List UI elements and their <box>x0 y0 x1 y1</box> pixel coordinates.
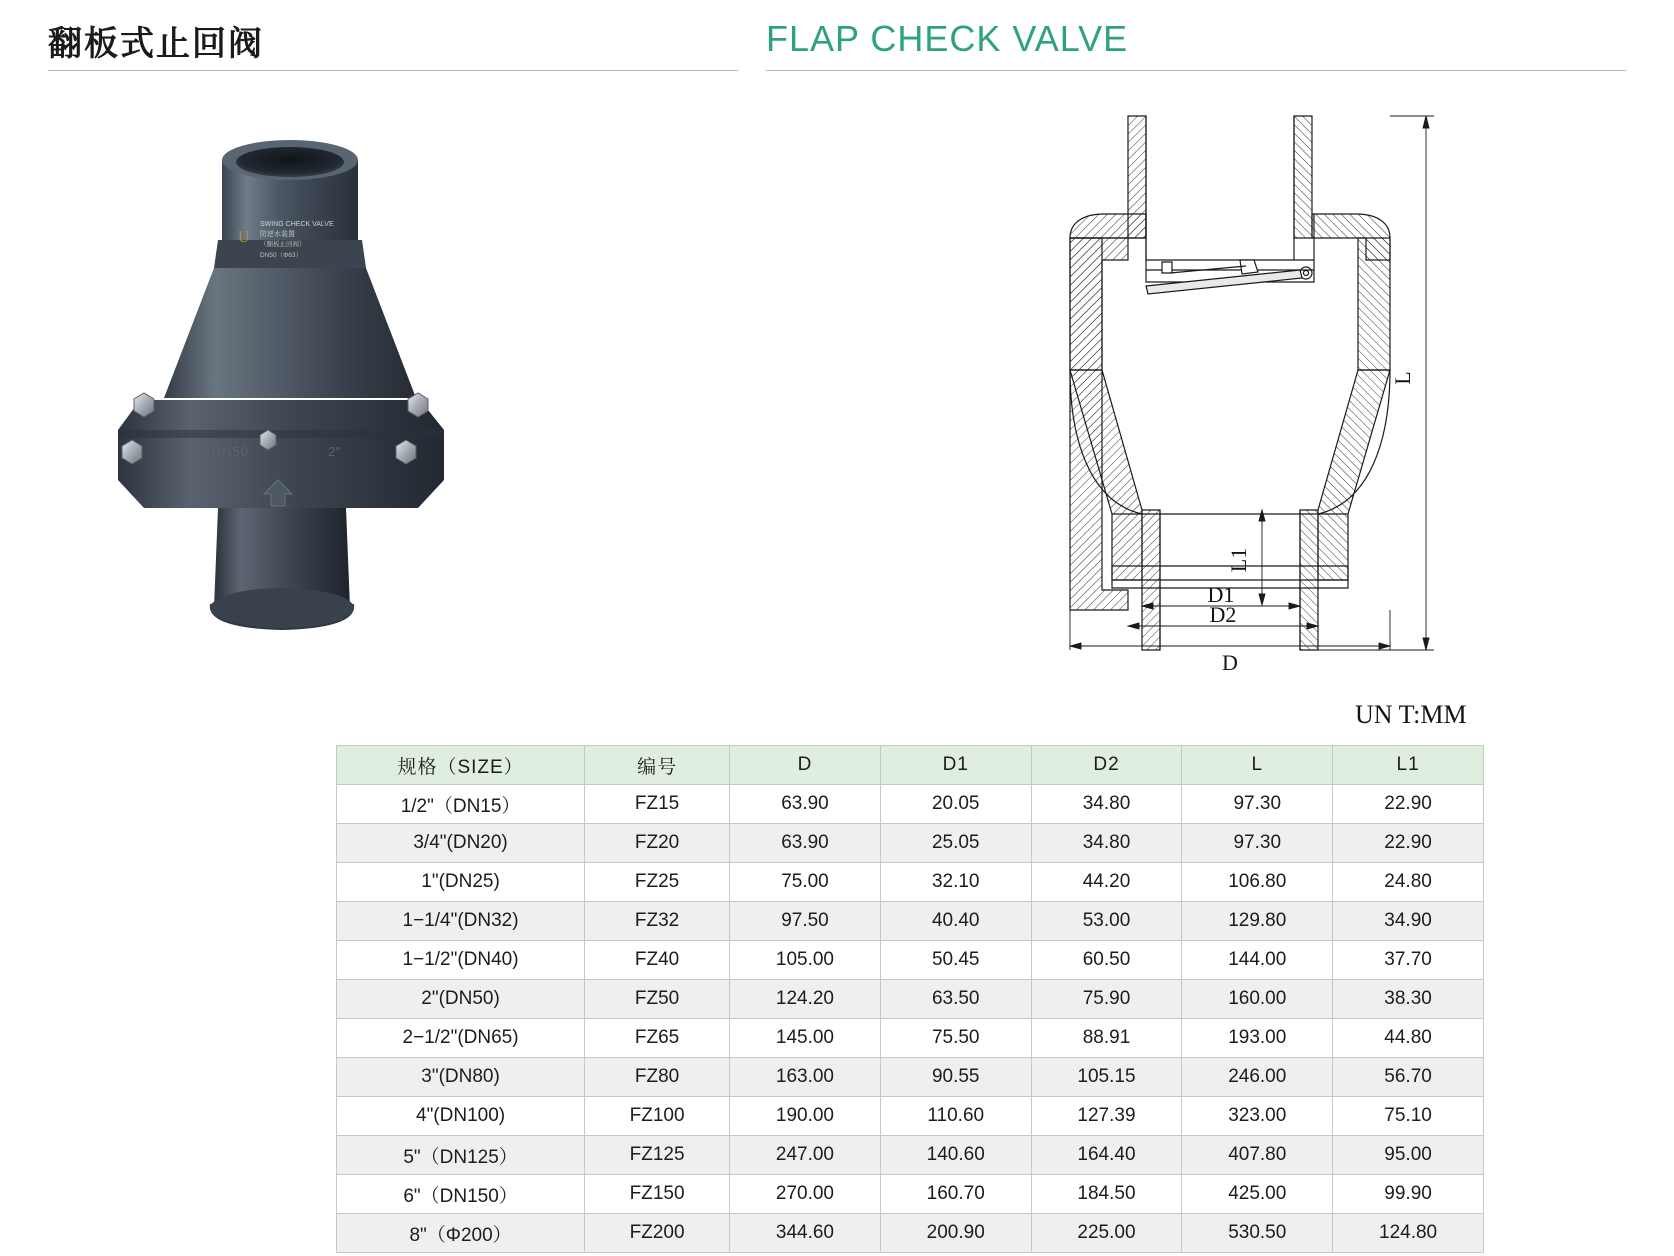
product-photo <box>100 108 660 648</box>
table-cell: FZ200 <box>585 1214 730 1253</box>
spec-table <box>336 745 1484 1253</box>
svg-text:2": 2" <box>328 444 340 459</box>
table-cell: 3/4"(DN20) <box>337 824 585 863</box>
page-title-cn: 翻板式止回阀 <box>48 25 264 63</box>
table-cell: 75.10 <box>1333 1097 1484 1136</box>
table-cell: 97.30 <box>1182 824 1333 863</box>
table-cell: 44.80 <box>1333 1019 1484 1058</box>
table-cell: 63.90 <box>730 785 881 824</box>
table-cell: 53.00 <box>1031 902 1182 941</box>
table-cell: 425.00 <box>1182 1175 1333 1214</box>
table-cell: 75.50 <box>880 1019 1031 1058</box>
table-cell: 129.80 <box>1182 902 1333 941</box>
table-row <box>337 785 1484 824</box>
table-cell: 8"（Φ200） <box>337 1214 585 1253</box>
col-header-d1: D1 <box>880 746 1031 785</box>
table-cell: 34.90 <box>1333 902 1484 941</box>
svg-text:U: U <box>238 229 250 246</box>
table-cell: 20.05 <box>880 785 1031 824</box>
table-cell: FZ40 <box>585 941 730 980</box>
table-cell: 184.50 <box>1031 1175 1182 1214</box>
table-cell: 200.90 <box>880 1214 1031 1253</box>
svg-text:SWING CHECK VALVE: SWING CHECK VALVE <box>260 221 334 228</box>
dim-label-L1: L1 <box>1226 547 1251 573</box>
table-row <box>337 902 1484 941</box>
table-cell: 95.00 <box>1333 1136 1484 1175</box>
table-cell: 6"（DN150） <box>337 1175 585 1214</box>
table-cell: 99.90 <box>1333 1175 1484 1214</box>
svg-text:DN50（Φ63）: DN50（Φ63） <box>260 252 303 259</box>
table-row <box>337 1019 1484 1058</box>
table-cell: 25.05 <box>880 824 1031 863</box>
table-cell: 5"（DN125） <box>337 1136 585 1175</box>
svg-text:（翻板止回阀）: （翻板止回阀） <box>260 241 306 248</box>
title-en-divider <box>766 70 1626 71</box>
table-cell: 32.10 <box>880 863 1031 902</box>
table-cell: 97.30 <box>1182 785 1333 824</box>
table-cell: 225.00 <box>1031 1214 1182 1253</box>
table-cell: 88.91 <box>1031 1019 1182 1058</box>
table-cell: 56.70 <box>1333 1058 1484 1097</box>
table-cell: 407.80 <box>1182 1136 1333 1175</box>
table-cell: 344.60 <box>730 1214 881 1253</box>
table-cell: FZ32 <box>585 902 730 941</box>
table-cell: 97.50 <box>730 902 881 941</box>
title-cn-divider <box>48 70 738 71</box>
table-cell: 75.90 <box>1031 980 1182 1019</box>
table-cell: FZ15 <box>585 785 730 824</box>
table-cell: FZ125 <box>585 1136 730 1175</box>
table-cell: 1−1/2"(DN40) <box>337 941 585 980</box>
table-cell: 1−1/4"(DN32) <box>337 902 585 941</box>
table-cell: 34.80 <box>1031 824 1182 863</box>
table-row <box>337 1136 1484 1175</box>
table-cell: 110.60 <box>880 1097 1031 1136</box>
table-cell: 160.00 <box>1182 980 1333 1019</box>
col-header-d: D <box>730 746 881 785</box>
table-cell: 145.00 <box>730 1019 881 1058</box>
table-cell: 124.80 <box>1333 1214 1484 1253</box>
table-cell: 164.40 <box>1031 1136 1182 1175</box>
page-header <box>0 0 1674 82</box>
col-header-l: L <box>1182 746 1333 785</box>
technical-drawing <box>1050 110 1610 675</box>
table-cell: 124.20 <box>730 980 881 1019</box>
col-header-size: 规格（SIZE） <box>337 746 585 785</box>
table-cell: 63.90 <box>730 824 881 863</box>
table-cell: FZ150 <box>585 1175 730 1214</box>
table-cell: 75.00 <box>730 863 881 902</box>
table-cell: 50.45 <box>880 941 1031 980</box>
table-cell: 4"(DN100) <box>337 1097 585 1136</box>
table-cell: FZ50 <box>585 980 730 1019</box>
table-cell: 106.80 <box>1182 863 1333 902</box>
dim-label-D: D <box>1222 650 1238 675</box>
table-row <box>337 1058 1484 1097</box>
table-cell: 105.00 <box>730 941 881 980</box>
table-cell: 2"(DN50) <box>337 980 585 1019</box>
col-header-d2: D2 <box>1031 746 1182 785</box>
table-cell: 40.40 <box>880 902 1031 941</box>
table-cell: FZ65 <box>585 1019 730 1058</box>
table-cell: 270.00 <box>730 1175 881 1214</box>
table-cell: 34.80 <box>1031 785 1182 824</box>
table-cell: 246.00 <box>1182 1058 1333 1097</box>
table-cell: 160.70 <box>880 1175 1031 1214</box>
table-cell: 190.00 <box>730 1097 881 1136</box>
table-cell: 127.39 <box>1031 1097 1182 1136</box>
table-cell: 38.30 <box>1333 980 1484 1019</box>
table-cell: 2−1/2"(DN65) <box>337 1019 585 1058</box>
table-cell: 1"(DN25) <box>337 863 585 902</box>
table-cell: 63.50 <box>880 980 1031 1019</box>
table-body <box>337 785 1484 1253</box>
table-cell: 530.50 <box>1182 1214 1333 1253</box>
table-cell: 90.55 <box>880 1058 1031 1097</box>
table-cell: FZ20 <box>585 824 730 863</box>
table-cell: 193.00 <box>1182 1019 1333 1058</box>
table-cell: 105.15 <box>1031 1058 1182 1097</box>
table-cell: 144.00 <box>1182 941 1333 980</box>
table-cell: 3"(DN80) <box>337 1058 585 1097</box>
col-header-code: 编号 <box>585 746 730 785</box>
col-header-l1: L1 <box>1333 746 1484 785</box>
table-cell: 22.90 <box>1333 785 1484 824</box>
dim-label-L: L <box>1390 371 1415 385</box>
table-cell: 44.20 <box>1031 863 1182 902</box>
table-cell: 163.00 <box>730 1058 881 1097</box>
svg-text:DN50: DN50 <box>212 444 250 459</box>
table-cell: 22.90 <box>1333 824 1484 863</box>
table-cell: FZ25 <box>585 863 730 902</box>
page-title-en: FLAP CHECK VALVE <box>766 18 1129 59</box>
table-cell: 37.70 <box>1333 941 1484 980</box>
table-cell: 24.80 <box>1333 863 1484 902</box>
table-row <box>337 863 1484 902</box>
svg-text:防逆水装置: 防逆水装置 <box>260 231 295 238</box>
table-row <box>337 824 1484 863</box>
table-cell: 247.00 <box>730 1136 881 1175</box>
table-row <box>337 941 1484 980</box>
table-cell: FZ80 <box>585 1058 730 1097</box>
table-cell: 140.60 <box>880 1136 1031 1175</box>
table-cell: 1/2"（DN15） <box>337 785 585 824</box>
table-row <box>337 1097 1484 1136</box>
table-cell: 60.50 <box>1031 941 1182 980</box>
table-row <box>337 980 1484 1019</box>
table-cell: 323.00 <box>1182 1097 1333 1136</box>
table-cell: FZ100 <box>585 1097 730 1136</box>
unit-label: UN T:MM <box>1355 700 1467 729</box>
table-row <box>337 1214 1484 1253</box>
table-row <box>337 1175 1484 1214</box>
table-header-row <box>337 746 1484 785</box>
dim-label-D1: D1 <box>1207 582 1235 607</box>
dim-label-D2: D2 <box>1209 602 1237 627</box>
